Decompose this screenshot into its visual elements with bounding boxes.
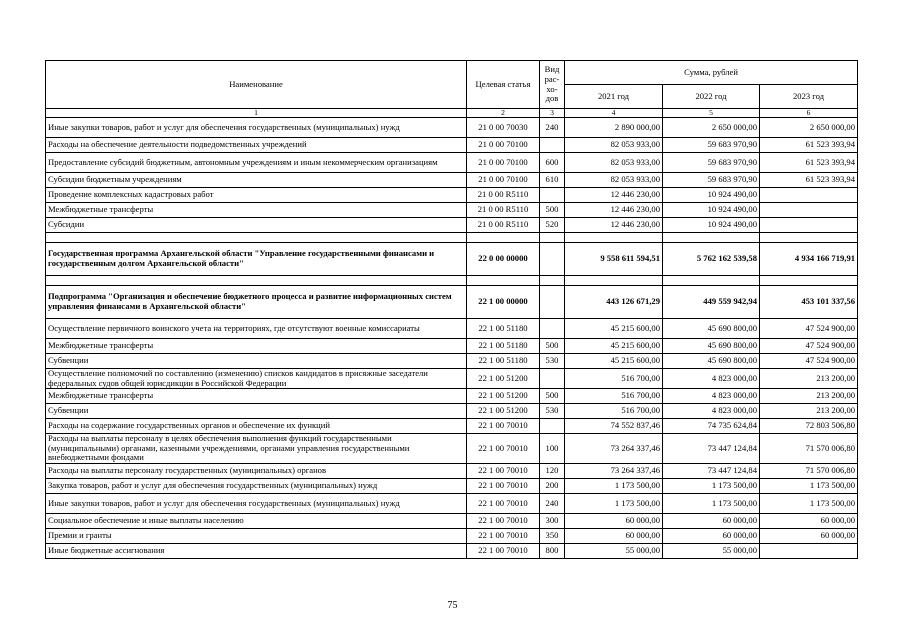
row-2023: 4 934 166 719,91 — [760, 243, 858, 276]
row-2022: 5 762 162 539,58 — [663, 243, 760, 276]
row-name: Межбюджетные трансферты — [46, 203, 467, 218]
row-2021: 82 053 933,00 — [565, 153, 663, 173]
header-type: Вид рас-хо-дов — [540, 61, 565, 109]
row-2022: 4 823 000,00 — [663, 404, 760, 419]
row-type: 500 — [540, 339, 565, 354]
row-2023 — [760, 544, 858, 559]
table-row — [46, 544, 858, 559]
row-2023: 61 523 393,94 — [760, 153, 858, 173]
row-2023: 72 803 506,80 — [760, 419, 858, 434]
row-code: 22 1 00 00000 — [467, 286, 540, 319]
row-code: 21 0 00 R5110 — [467, 218, 540, 233]
row-2023: 2 650 000,00 — [760, 118, 858, 138]
row-code: 22 1 00 70010 — [467, 434, 540, 464]
row-2023: 61 523 393,94 — [760, 173, 858, 188]
row-2021: 55 000,00 — [565, 544, 663, 559]
row-type — [540, 188, 565, 203]
row-2021: 516 700,00 — [565, 404, 663, 419]
table-row-program — [46, 243, 858, 276]
row-type: 530 — [540, 404, 565, 419]
row-2022: 4 823 000,00 — [663, 389, 760, 404]
row-2022: 449 559 942,94 — [663, 286, 760, 319]
row-code: 22 1 00 51180 — [467, 354, 540, 369]
row-code: 22 1 00 70010 — [467, 529, 540, 544]
table-row — [46, 118, 858, 138]
row-2022: 59 683 970,90 — [663, 153, 760, 173]
row-type: 520 — [540, 218, 565, 233]
row-code: 22 1 00 51200 — [467, 404, 540, 419]
row-name: Субвенции — [46, 354, 467, 369]
table-row — [46, 404, 858, 419]
row-2022: 73 447 124,84 — [663, 464, 760, 479]
row-2022: 10 924 490,00 — [663, 218, 760, 233]
row-2021: 74 552 837,46 — [565, 419, 663, 434]
table-row — [46, 479, 858, 494]
row-type: 100 — [540, 434, 565, 464]
spacer-row — [46, 233, 858, 243]
table-row — [46, 173, 858, 188]
table-row — [46, 494, 858, 514]
row-type: 120 — [540, 464, 565, 479]
header-2023: 2023 год — [760, 85, 858, 109]
row-type — [540, 138, 565, 153]
table-row — [46, 319, 858, 339]
row-2021: 9 558 611 594,51 — [565, 243, 663, 276]
row-code: 22 1 00 51180 — [467, 319, 540, 339]
row-name: Осуществление первичного воинского учета на территориях, где отсутствуют военные комиссариаты — [46, 319, 467, 339]
col-num-5: 5 — [663, 109, 760, 118]
row-name: Закупка товаров, работ и услуг для обеспечения государственных (муниципальных) нужд — [46, 479, 467, 494]
row-name: Предоставление субсидий бюджетным, автономным учреждениям и иным некоммерческим организациям — [46, 153, 467, 173]
row-2022: 2 650 000,00 — [663, 118, 760, 138]
row-code: 21 0 00 R5110 — [467, 203, 540, 218]
row-name: Иные закупки товаров, работ и услуг для обеспечения государственных (муниципальных) нужд — [46, 118, 467, 138]
row-code: 22 1 00 51180 — [467, 339, 540, 354]
table-row — [46, 203, 858, 218]
row-code: 22 1 00 51200 — [467, 369, 540, 389]
row-2023: 213 200,00 — [760, 404, 858, 419]
row-name: Социальное обеспечение и иные выплаты населению — [46, 514, 467, 529]
row-type: 610 — [540, 173, 565, 188]
col-num-3: 3 — [540, 109, 565, 118]
row-type: 240 — [540, 494, 565, 514]
row-2021: 82 053 933,00 — [565, 173, 663, 188]
table-row — [46, 218, 858, 233]
row-2023 — [760, 218, 858, 233]
row-name: Расходы на выплаты персоналу в целях обеспечения выполнения функций государственными (муниципальными) органами, казенными учреждениями, органами управления государственными внебюджетными фондами — [46, 434, 467, 464]
row-2021: 2 890 000,00 — [565, 118, 663, 138]
row-2022: 74 735 624,84 — [663, 419, 760, 434]
row-2021: 73 264 337,46 — [565, 464, 663, 479]
table-row — [46, 188, 858, 203]
table-row — [46, 369, 858, 389]
header-2022: 2022 год — [663, 85, 760, 109]
row-2023: 453 101 337,56 — [760, 286, 858, 319]
row-code: 22 0 00 00000 — [467, 243, 540, 276]
row-2021: 45 215 600,00 — [565, 339, 663, 354]
table-row — [46, 419, 858, 434]
table-row — [46, 434, 858, 464]
row-type — [540, 286, 565, 319]
row-2021: 45 215 600,00 — [565, 354, 663, 369]
row-name: Осуществление полномочий по составлению (изменению) списков кандидатов в присяжные заседатели федеральных судов общей юрисдикции в Российской Федерации — [46, 369, 467, 389]
table-row — [46, 339, 858, 354]
row-2023: 47 524 900,00 — [760, 319, 858, 339]
row-code: 22 1 00 51200 — [467, 389, 540, 404]
row-2023 — [760, 203, 858, 218]
row-name: Иные бюджетные ассигнования — [46, 544, 467, 559]
row-type — [540, 369, 565, 389]
row-name: Государственная программа Архангельской области "Управление государственными финансами и государственным долгом Архангельской области" — [46, 243, 467, 276]
row-code: 22 1 00 70010 — [467, 514, 540, 529]
row-name: Проведение комплексных кадастровых работ — [46, 188, 467, 203]
header-2021: 2021 год — [565, 85, 663, 109]
row-2022: 59 683 970,90 — [663, 138, 760, 153]
row-2023: 47 524 900,00 — [760, 354, 858, 369]
spacer-row — [46, 276, 858, 286]
row-2021: 12 446 230,00 — [565, 218, 663, 233]
row-2021: 82 053 933,00 — [565, 138, 663, 153]
row-code: 22 1 00 70010 — [467, 464, 540, 479]
row-name: Расходы на обеспечение деятельности подведомственных учреждений — [46, 138, 467, 153]
row-2022: 55 000,00 — [663, 544, 760, 559]
row-name: Подпрограмма "Организация и обеспечение бюджетного процесса и развитие информационных систем управления финансами в Архангельской области" — [46, 286, 467, 319]
row-type: 350 — [540, 529, 565, 544]
table-row — [46, 389, 858, 404]
table-row — [46, 354, 858, 369]
row-2023: 47 524 900,00 — [760, 339, 858, 354]
row-2022: 4 823 000,00 — [663, 369, 760, 389]
row-name: Межбюджетные трансферты — [46, 339, 467, 354]
table-row — [46, 153, 858, 173]
row-2021: 45 215 600,00 — [565, 319, 663, 339]
row-type: 530 — [540, 354, 565, 369]
col-num-1: 1 — [46, 109, 467, 118]
row-code: 21 0 00 70100 — [467, 153, 540, 173]
row-2023: 213 200,00 — [760, 369, 858, 389]
row-type — [540, 419, 565, 434]
row-type — [540, 243, 565, 276]
row-type — [540, 319, 565, 339]
page-number: 75 — [447, 600, 458, 611]
row-2022: 1 173 500,00 — [663, 479, 760, 494]
row-2023: 60 000,00 — [760, 514, 858, 529]
row-name: Субвенции — [46, 404, 467, 419]
row-2021: 12 446 230,00 — [565, 203, 663, 218]
row-2023: 60 000,00 — [760, 529, 858, 544]
row-code: 22 1 00 70010 — [467, 419, 540, 434]
row-2021: 443 126 671,29 — [565, 286, 663, 319]
row-type: 300 — [540, 514, 565, 529]
row-2023 — [760, 188, 858, 203]
row-type: 200 — [540, 479, 565, 494]
row-2022: 73 447 124,84 — [663, 434, 760, 464]
row-type: 500 — [540, 203, 565, 218]
row-2023: 1 173 500,00 — [760, 479, 858, 494]
row-type: 240 — [540, 118, 565, 138]
row-name: Премии и гранты — [46, 529, 467, 544]
row-2021: 1 173 500,00 — [565, 479, 663, 494]
row-2023: 61 523 393,94 — [760, 138, 858, 153]
col-num-4: 4 — [565, 109, 663, 118]
row-2021: 1 173 500,00 — [565, 494, 663, 514]
row-2022: 45 690 800,00 — [663, 319, 760, 339]
row-type: 600 — [540, 153, 565, 173]
row-2022: 1 173 500,00 — [663, 494, 760, 514]
row-2022: 10 924 490,00 — [663, 203, 760, 218]
row-2022: 10 924 490,00 — [663, 188, 760, 203]
row-2023: 71 570 006,80 — [760, 434, 858, 464]
row-name: Субсидии бюджетным учреждениям — [46, 173, 467, 188]
row-name: Межбюджетные трансферты — [46, 389, 467, 404]
row-2022: 60 000,00 — [663, 514, 760, 529]
header-sum: Сумма, рублей — [565, 61, 858, 85]
col-num-2: 2 — [467, 109, 540, 118]
row-2022: 45 690 800,00 — [663, 339, 760, 354]
budget-table — [45, 60, 858, 559]
row-2023: 1 173 500,00 — [760, 494, 858, 514]
row-code: 22 1 00 70010 — [467, 479, 540, 494]
row-type: 800 — [540, 544, 565, 559]
header-article: Целевая статья — [467, 61, 540, 109]
row-type: 500 — [540, 389, 565, 404]
row-2021: 12 446 230,00 — [565, 188, 663, 203]
col-num-6: 6 — [760, 109, 858, 118]
row-code: 22 1 00 70010 — [467, 544, 540, 559]
row-code: 21 0 00 70100 — [467, 138, 540, 153]
row-2021: 60 000,00 — [565, 514, 663, 529]
row-name: Расходы на содержание государственных органов и обеспечение их функций — [46, 419, 467, 434]
table-row-subprogram — [46, 286, 858, 319]
table-row — [46, 138, 858, 153]
table-row — [46, 529, 858, 544]
row-name: Субсидии — [46, 218, 467, 233]
row-code: 21 0 00 70030 — [467, 118, 540, 138]
row-name: Иные закупки товаров, работ и услуг для обеспечения государственных (муниципальных) нужд — [46, 494, 467, 514]
table-row — [46, 464, 858, 479]
row-code: 22 1 00 70010 — [467, 494, 540, 514]
row-2023: 213 200,00 — [760, 389, 858, 404]
row-2022: 60 000,00 — [663, 529, 760, 544]
row-2021: 60 000,00 — [565, 529, 663, 544]
row-2021: 73 264 337,46 — [565, 434, 663, 464]
row-2022: 45 690 800,00 — [663, 354, 760, 369]
header-name: Наименование — [46, 61, 467, 109]
row-code: 21 0 00 70100 — [467, 173, 540, 188]
row-2022: 59 683 970,90 — [663, 173, 760, 188]
row-code: 21 0 00 R5110 — [467, 188, 540, 203]
row-2023: 71 570 006,80 — [760, 464, 858, 479]
row-2021: 516 700,00 — [565, 369, 663, 389]
row-2021: 516 700,00 — [565, 389, 663, 404]
row-name: Расходы на выплаты персоналу государственных (муниципальных) органов — [46, 464, 467, 479]
table-row — [46, 514, 858, 529]
